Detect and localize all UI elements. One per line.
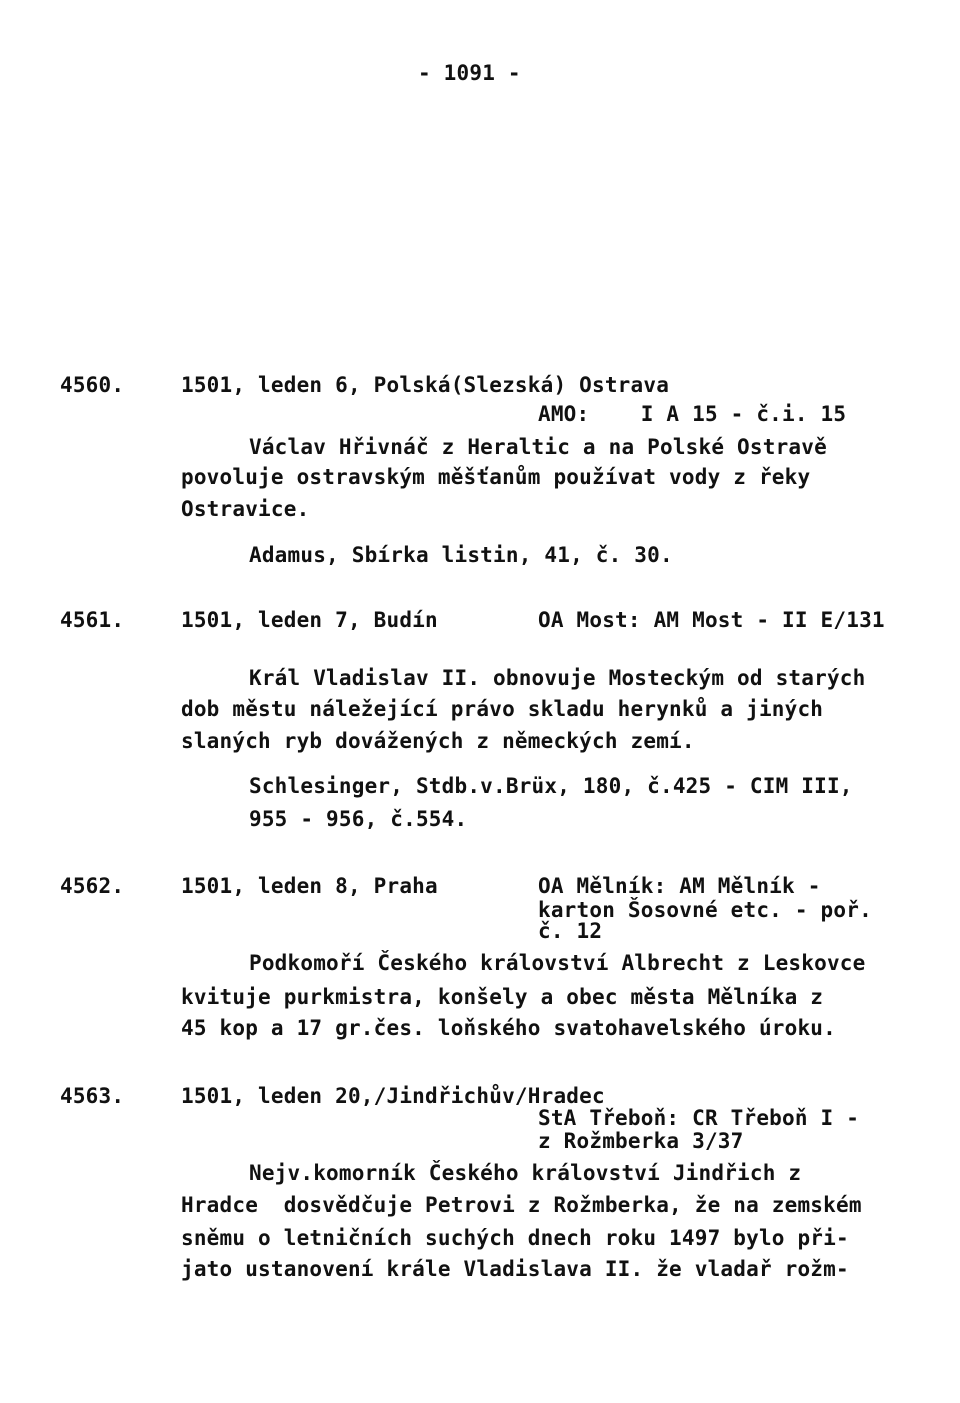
entry-number-4563: 4563. <box>60 1084 125 1108</box>
entry-body-line: Hradce dosvědčuje Petrovi z Rožmberka, že na zemském <box>181 1193 862 1217</box>
entry-archive: AMO: I A 15 - č.i. 15 <box>538 402 847 426</box>
entry-date-place: 1501, leden 8, Praha <box>181 874 438 898</box>
entry-body-line: Václav Hřivnáč z Heraltic a na Polské Ostravě <box>249 435 827 459</box>
entry-number-4561: 4561. <box>60 608 125 632</box>
entry-archive: OA Most: AM Most - II E/131 <box>538 608 885 632</box>
entry-number-4560: 4560. <box>60 373 125 397</box>
entry-body-line: sněmu o letničních suchých dnech roku 1497 bylo při- <box>181 1226 849 1250</box>
entry-body-line: Podkomoří Českého království Albrecht z Leskovce <box>249 951 866 975</box>
entry-literature: 955 - 956, č.554. <box>249 807 468 831</box>
entry-body-line: jato ustanovení krále Vladislava II. že vladař rožm- <box>181 1257 849 1281</box>
entry-body-line: Ostravice. <box>181 497 310 521</box>
entry-date-place: 1501, leden 6, Polská(Slezská) Ostrava <box>181 373 670 397</box>
entry-archive: OA Mělník: AM Mělník - <box>538 874 821 898</box>
entry-body-line: 45 kop a 17 gr.čes. loňského svatohavelského úroku. <box>181 1016 836 1040</box>
entry-body-line: slaných ryb dovážených z německých zemí. <box>181 729 695 753</box>
entry-body-line: povoluje ostravským měšťanům používat vody z řeky <box>181 465 811 489</box>
entry-literature: Adamus, Sbírka listin, 41, č. 30. <box>249 543 673 567</box>
entry-date-place: 1501, leden 20,/Jindřichův/Hradec <box>181 1084 605 1108</box>
entry-body-line: Nejv.komorník Českého království Jindřich z <box>249 1161 802 1185</box>
entry-body-line: Král Vladislav II. obnovuje Mosteckým od starých <box>249 666 866 690</box>
entry-archive: č. 12 <box>538 919 603 943</box>
entry-archive: StA Třeboň: CR Třeboň I - <box>538 1106 860 1130</box>
entry-body-line: dob městu náležející právo skladu herynků a jiných <box>181 697 824 721</box>
entry-archive: karton Šosovné etc. - poř. <box>538 898 872 922</box>
entry-archive: z Rožmberka 3/37 <box>538 1129 744 1153</box>
entry-number-4562: 4562. <box>60 874 125 898</box>
page-number: - 1091 - <box>418 61 521 85</box>
entry-literature: Schlesinger, Stdb.v.Brüx, 180, č.425 - CIM III, <box>249 774 853 798</box>
entry-body-line: kvituje purkmistra, konšely a obec města Mělníka z <box>181 985 824 1009</box>
entry-date-place: 1501, leden 7, Budín <box>181 608 438 632</box>
